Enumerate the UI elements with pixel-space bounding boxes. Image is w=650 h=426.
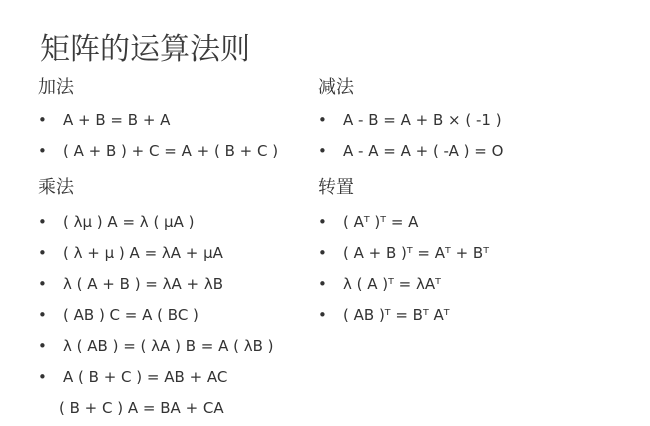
formula: A - B = A + B × ( -1 )	[343, 111, 502, 129]
bullet-icon: •	[38, 306, 47, 324]
multiplication-section	[38, 176, 274, 424]
bullet-icon: •	[318, 213, 327, 231]
list-item	[318, 105, 502, 136]
formula: ( λμ ) A = λ ( μA )	[63, 213, 195, 231]
list-item	[38, 331, 274, 362]
bullet-icon: •	[38, 337, 47, 355]
list-item	[38, 238, 223, 269]
addition-rule-list	[38, 105, 279, 167]
multiplication-heading: 乘法	[38, 177, 74, 198]
transpose-section	[318, 176, 489, 331]
list-item	[318, 136, 504, 167]
formula: ( Aᵀ )ᵀ = A	[343, 213, 419, 231]
bullet-icon: •	[38, 213, 47, 231]
list-item	[38, 136, 279, 167]
addition-section	[38, 76, 279, 167]
list-item	[318, 207, 419, 238]
formula: ( AB ) C = A ( BC )	[63, 306, 199, 324]
list-item	[38, 362, 228, 393]
list-item	[38, 393, 224, 424]
formula: ( A + B )ᵀ = Aᵀ + Bᵀ	[343, 244, 489, 262]
subtraction-heading: 减法	[318, 77, 354, 98]
list-item	[38, 300, 199, 331]
list-item	[318, 238, 489, 269]
bullet-icon: •	[38, 275, 47, 293]
list-item	[318, 300, 450, 331]
formula: λ ( A )ᵀ = λAᵀ	[343, 275, 441, 293]
bullet-icon: •	[318, 275, 327, 293]
list-item	[38, 269, 224, 300]
addition-heading: 加法	[38, 77, 74, 98]
formula: ( AB )ᵀ = Bᵀ Aᵀ	[343, 306, 450, 324]
bullet-icon: •	[318, 142, 327, 160]
formula: A ( B + C ) = AB + AC	[63, 368, 228, 386]
page-title: 矩阵的运算法则	[40, 32, 250, 68]
list-item	[318, 269, 441, 300]
bullet-icon: •	[318, 244, 327, 262]
formula: ( B + C ) A = BA + CA	[59, 399, 224, 417]
subtraction-rule-list	[318, 105, 504, 167]
bullet-icon: •	[38, 142, 47, 160]
formula: ( λ + μ ) A = λA + μA	[63, 244, 223, 262]
formula: λ ( AB ) = ( λA ) B = A ( λB )	[63, 337, 274, 355]
transpose-rule-list	[318, 207, 489, 331]
bullet-icon: •	[38, 368, 47, 386]
list-item	[38, 207, 195, 238]
formula: A + B = B + A	[63, 111, 171, 129]
list-item	[38, 105, 171, 136]
formula: λ ( A + B ) = λA + λB	[63, 275, 224, 293]
transpose-heading: 转置	[318, 177, 354, 198]
formula: A - A = A + ( -A ) = O	[343, 142, 504, 160]
formula: ( A + B ) + C = A + ( B + C )	[63, 142, 279, 160]
bullet-icon: •	[318, 306, 327, 324]
subtraction-section	[318, 76, 504, 167]
bullet-icon: •	[38, 244, 47, 262]
bullet-icon: •	[38, 111, 47, 129]
multiplication-rule-list	[38, 207, 274, 424]
bullet-icon: •	[318, 111, 327, 129]
